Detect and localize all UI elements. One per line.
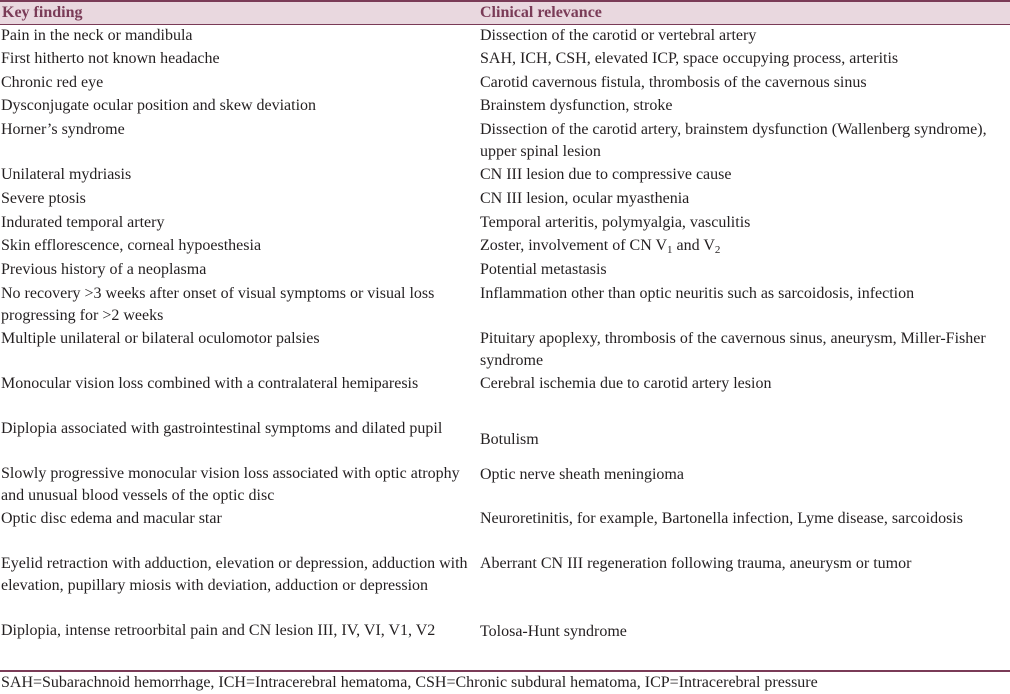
table-row: [0, 119, 1010, 164]
clinical-relevance-cell: Tolosa-Hunt syndrome: [480, 623, 627, 640]
clinical-relevance-cell: Optic nerve sheath meningioma: [480, 466, 684, 483]
clinical-relevance-cell: Carotid cavernous fistula, thrombosis of the cavernous sinus: [480, 74, 867, 91]
clinical-relevance-cell: [478, 235, 1010, 259]
clinical-relevance-cell: Potential metastasis: [480, 261, 607, 278]
subscript: 2: [714, 244, 721, 256]
table-row: [0, 508, 1010, 553]
key-finding-cell: Indurated temporal artery: [1, 214, 165, 231]
key-finding-cell: Monocular vision loss combined with a contralateral hemiparesis: [1, 375, 419, 392]
table-row: [0, 418, 1010, 463]
table-row: [0, 620, 1010, 665]
key-finding-cell: Previous history of a neoplasma: [1, 261, 207, 278]
key-finding-cell: Unilateral mydriasis: [1, 166, 132, 183]
subscript: 1: [667, 244, 673, 256]
table-row: [0, 95, 1010, 119]
table-row: [0, 235, 1010, 259]
clinical-relevance-cell: Botulism: [480, 431, 539, 448]
header-clinical-relevance: Clinical relevance: [480, 4, 602, 21]
table-row: [0, 164, 1010, 188]
key-finding-cell: Diplopia associated with gastrointestinal symptoms and dilated pupil: [1, 420, 443, 437]
key-finding-cell: Dysconjugate ocular position and skew deviation: [1, 97, 317, 114]
key-finding-cell: Optic disc edema and macular star: [1, 510, 222, 527]
table-row: [0, 328, 1010, 373]
header-key-finding: Key finding: [2, 4, 83, 21]
table-footnote: SAH=Subarachnoid hemorrhage, ICH=Intracerebral hematoma, CSH=Chronic subdural hematoma, ICP=Intracerebral pressure: [1, 674, 818, 691]
clinical-relevance-cell: Dissection of the carotid artery, brainstem dysfunction (Wallenberg syndrome), upper spinal lesion: [480, 121, 987, 160]
key-finding-cell: Slowly progressive monocular vision loss associated with optic atrophy and unusual blood vessels of the optic disc: [1, 465, 460, 504]
clinical-relevance-cell: Neuroretinitis, for example, Bartonella infection, Lyme disease, sarcoidosis: [480, 510, 963, 527]
key-finding-cell: Diplopia, intense retroorbital pain and CN lesion III, IV, VI, V1, V2: [1, 622, 436, 639]
key-finding-cell: Chronic red eye: [1, 74, 104, 91]
clinical-relevance-cell: Temporal arteritis, polymyalgia, vasculitis: [480, 214, 751, 231]
table-row: [0, 373, 1010, 418]
clinical-relevance-cell: Brainstem dysfunction, stroke: [480, 97, 673, 114]
table-row: [0, 463, 1010, 508]
key-finding-cell: No recovery >3 weeks after onset of visual symptoms or visual loss progressing for >2 weeks: [1, 285, 435, 324]
key-finding-cell: Multiple unilateral or bilateral oculomotor palsies: [1, 330, 320, 347]
table-row: [0, 283, 1010, 328]
table-row: [0, 212, 1010, 235]
key-finding-cell: Skin efflorescence, corneal hypoesthesia: [1, 237, 262, 254]
relevance-text: Zoster, involvement of CN V: [480, 237, 668, 254]
key-finding-cell: First hitherto not known headache: [1, 50, 220, 67]
table-header: [0, 2, 1010, 24]
clinical-relevance-cell: Pituitary apoplexy, thrombosis of the cavernous sinus, aneurysm, Miller-Fisher syndrome: [480, 330, 986, 369]
table-row: [0, 48, 1010, 72]
key-finding-cell: Eyelid retraction with adduction, elevation or depression, adduction with elevation, pupillary miosis with deviation, adduction or depression: [1, 555, 468, 594]
clinical-relevance-cell: CN III lesion due to compressive cause: [480, 166, 732, 183]
table-row: [0, 25, 1010, 48]
clinical-relevance-cell: SAH, ICH, CSH, elevated ICP, space occupying process, arteritis: [480, 50, 899, 67]
clinical-relevance-cell: Inflammation other than optic neuritis such as sarcoidosis, infection: [480, 285, 915, 302]
table-row: [0, 72, 1010, 95]
key-finding-cell: Horner’s syndrome: [1, 121, 125, 138]
table-row: [0, 553, 1010, 620]
table-row: [0, 188, 1010, 212]
clinical-relevance-cell: Dissection of the carotid or vertebral artery: [480, 27, 757, 44]
clinical-relevance-cell: CN III lesion, ocular myasthenia: [480, 190, 690, 207]
key-finding-cell: Pain in the neck or mandibula: [1, 27, 193, 44]
relevance-text: and V: [672, 237, 715, 254]
clinical-relevance-cell: Cerebral ischemia due to carotid artery lesion: [480, 375, 772, 392]
table-row: [0, 259, 1010, 283]
clinical-relevance-cell: Aberrant CN III regeneration following trauma, aneurysm or tumor: [480, 555, 912, 572]
key-finding-cell: Severe ptosis: [1, 190, 86, 207]
